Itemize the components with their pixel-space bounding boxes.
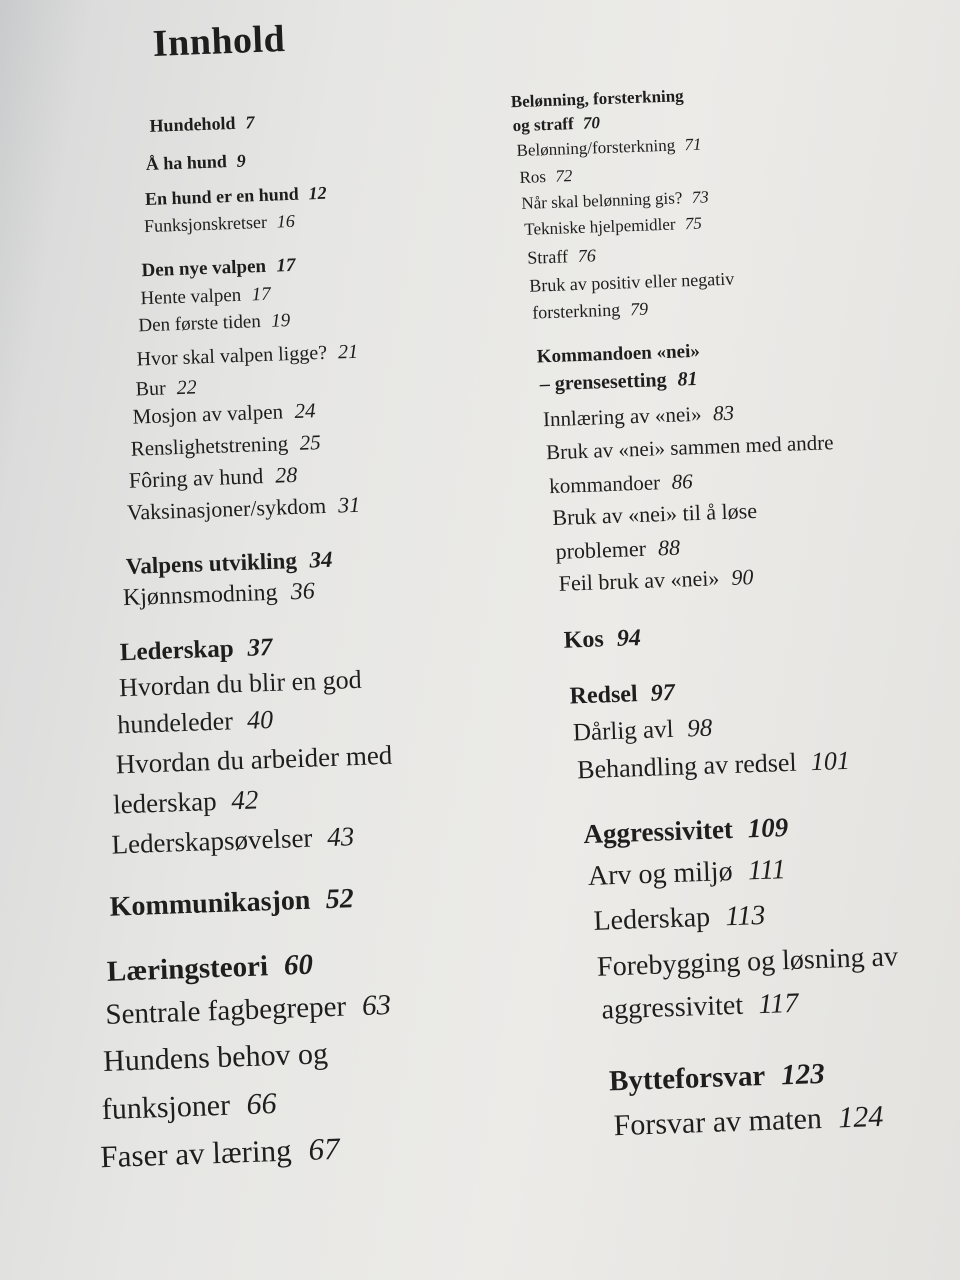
toc-entry-title: Forebygging og løsning av: [596, 941, 899, 983]
toc-entry-title: Lederskap: [119, 635, 235, 667]
toc-right-entry: [555, 534, 681, 564]
toc-entry-page-number: 86: [671, 469, 693, 494]
toc-right-entry: [549, 471, 693, 497]
toc-right-entry: [601, 987, 799, 1026]
toc-right-entry: [524, 215, 702, 238]
toc-left-entry: [126, 491, 361, 525]
toc-entry-title: Funksjonskretser: [143, 211, 268, 237]
toc-left-entry: [116, 704, 274, 740]
toc-right-entry: [529, 270, 734, 295]
toc-entry-title: Behandling av redsel: [576, 747, 798, 785]
toc-entry-page-number: 113: [724, 899, 766, 933]
toc-entry-title: Tekniske hjelpemidler: [523, 214, 676, 239]
toc-right-entry: [516, 136, 701, 159]
toc-entry-title: forsterkning: [531, 299, 621, 323]
toc-entry-page-number: 72: [554, 166, 573, 186]
toc-left-entry: [104, 988, 392, 1031]
toc-entry-title: En hund er en hund: [144, 183, 300, 210]
toc-entry-title: Belønning, forsterkning: [510, 86, 684, 112]
toc-entry-title: Dårlig avl: [572, 715, 675, 747]
toc-entry-page-number: 12: [308, 182, 327, 204]
toc-entry-page-number: 52: [325, 883, 355, 916]
toc-entry-page-number: 75: [684, 213, 703, 234]
toc-entry-title: Læringsteori: [106, 950, 269, 988]
toc-right-entry: [519, 167, 572, 186]
toc-entry-title: Kommandoen «nei»: [536, 340, 701, 368]
toc-entry-page-number: 63: [361, 988, 392, 1022]
toc-entry-page-number: 81: [677, 367, 698, 391]
toc-left-entry: [144, 212, 295, 235]
toc-left-entry: [128, 461, 298, 493]
toc-left-entry: [109, 885, 354, 922]
toc-entry-title: kommandoer: [548, 470, 661, 499]
toc-entry-page-number: 88: [657, 534, 681, 561]
toc-left-entry: [145, 152, 246, 173]
toc-entry-title: Den første tiden: [138, 311, 262, 337]
toc-entry-title: Hente valpen: [140, 284, 242, 310]
toc-entry-title: Sentrale fagbegreper: [104, 990, 347, 1031]
toc-entry-title: Aggressivitet: [582, 813, 734, 850]
toc-entry-title: Feil bruk av «nei»: [558, 565, 720, 596]
toc-entry-page-number: 101: [810, 745, 851, 777]
toc-right-entry: [608, 1057, 826, 1098]
toc-right-entry: [546, 432, 834, 463]
toc-left-entry: [103, 1039, 329, 1077]
toc-left-entry: [149, 113, 255, 135]
toc-right-entry: [512, 114, 600, 134]
toc-entry-page-number: 60: [283, 948, 314, 982]
toc-entry-page-number: 25: [299, 430, 322, 455]
toc-entry-title: Hvordan du arbeider med: [115, 739, 393, 780]
toc-entry-page-number: 16: [276, 210, 296, 232]
toc-entry-page-number: 43: [326, 821, 355, 853]
toc-left-entry: [138, 311, 290, 335]
toc-entry-title: lederskap: [112, 785, 218, 820]
toc-right-entry: [592, 899, 766, 937]
toc-right-entry: [536, 342, 700, 367]
toc-entry-title: Hvor skal valpen ligge?: [136, 341, 328, 371]
toc-entry-title: Bytteforsvar: [608, 1059, 766, 1098]
toc-entry-title: Renslighetstrening: [130, 431, 289, 461]
toc-left-entry: [118, 664, 363, 703]
toc-left-entry: [113, 786, 259, 818]
toc-entry-title: Kommunikasjon: [109, 884, 311, 923]
toc-entry-title: Bur: [135, 377, 167, 401]
toc-left-entry: [99, 1130, 341, 1175]
toc-right-entry: [542, 400, 735, 432]
toc-right-entry: [576, 745, 851, 785]
toc-entry-title: funksjoner: [101, 1088, 231, 1127]
toc-right-entry: [613, 1099, 884, 1143]
toc-entry-title: Straff: [526, 246, 569, 268]
toc-entry-page-number: 17: [251, 283, 272, 306]
toc-entry-title: – grensesetting: [539, 368, 667, 396]
toc-entry-title: Bruk av «nei» sammen med andre: [545, 430, 834, 465]
toc-right-entry: [558, 566, 753, 595]
toc-left-entry: [135, 377, 197, 399]
toc-entry-title: Hvordan du blir en god: [118, 664, 363, 703]
toc-right-entry: [587, 856, 786, 891]
toc-entry-page-number: 36: [290, 578, 316, 606]
toc-entry-page-number: 28: [274, 461, 298, 488]
toc-entry-title: problemer: [555, 535, 647, 564]
toc-entry-page-number: 42: [230, 784, 259, 816]
toc-entry-page-number: 73: [691, 187, 709, 207]
toc-entry-title: Vaksinasjoner/sykdom: [126, 492, 327, 525]
toc-entry-page-number: 124: [837, 1099, 884, 1135]
toc-left-entry: [106, 948, 314, 988]
toc-right-entry: [551, 497, 758, 531]
toc-entry-title: Fôring av hund: [128, 463, 264, 493]
toc-right-entry: [597, 943, 899, 981]
toc-entry-title: Forsvar av maten: [613, 1102, 823, 1143]
toc-right-entry: [563, 626, 641, 653]
toc-entry-title: Belønning/forsterkning: [516, 135, 676, 161]
toc-entry-page-number: 111: [747, 854, 787, 887]
toc-left-entry: [145, 184, 327, 208]
toc-entry-page-number: 21: [337, 340, 359, 364]
toc-entry-page-number: 97: [650, 679, 676, 707]
toc-entry-title: Bruk av «nei» til å løse: [551, 497, 758, 531]
toc-left-entry: [101, 1089, 277, 1125]
toc-left-entry: [136, 342, 358, 370]
toc-left-entry: [140, 285, 271, 309]
toc-entry-page-number: 67: [307, 1130, 341, 1167]
toc-entry-page-number: 7: [245, 112, 255, 133]
toc-left-entry: [115, 739, 393, 780]
toc-right-entry: [583, 814, 789, 848]
toc-entry-title: Når skal belønning gis?: [521, 188, 683, 213]
toc-entry-title: Lederskapsøvelser: [111, 822, 313, 860]
toc-entry-page-number: 109: [747, 812, 789, 844]
toc-entry-page-number: 40: [246, 704, 274, 735]
toc-right-entry: [527, 246, 596, 266]
toc-entry-page-number: 123: [780, 1057, 826, 1092]
toc-left-entry: [119, 635, 272, 665]
toc-entry-page-number: 98: [686, 714, 713, 743]
toc-entry-page-number: 71: [684, 134, 702, 155]
toc-entry-title: Kjønnsmodning: [122, 579, 278, 612]
toc-left-entry: [130, 432, 321, 460]
toc-entry-title: Faser av læring: [99, 1132, 293, 1175]
toc-left-entry: [141, 256, 296, 280]
toc-right-entry: [569, 681, 675, 709]
toc-entry-title: Den nye valpen: [141, 255, 267, 282]
toc-entry-page-number: 37: [246, 633, 273, 662]
toc-entry-title: Ros: [519, 167, 547, 187]
toc-entry-page-number: 9: [236, 150, 247, 171]
toc-entry-title: Lederskap: [592, 901, 711, 937]
toc-entry-title: hundeleder: [116, 706, 234, 740]
toc-entry-title: Hundehold: [149, 112, 236, 136]
toc-entry-page-number: 94: [616, 625, 642, 652]
toc-right-entry: [532, 300, 648, 322]
toc-entry-page-number: 83: [712, 400, 735, 426]
toc-entry-title: Valpens utvikling: [125, 547, 298, 579]
toc-left-entry: [123, 579, 316, 610]
toc-entry-title: Redsel: [569, 681, 639, 710]
toc-entry-page-number: 24: [294, 398, 316, 423]
toc-entry-page-number: 66: [245, 1087, 278, 1122]
toc-entry-page-number: 34: [309, 546, 333, 573]
toc-entry-title: Mosjon av valpen: [132, 399, 284, 429]
toc-left-entry: [125, 548, 332, 578]
toc-entry-page-number: 76: [577, 245, 597, 266]
toc-entry-title: aggressivitet: [601, 989, 744, 1026]
toc-entry-page-number: 79: [629, 298, 649, 320]
toc-entry-title: Bruk av positiv eller negativ: [528, 268, 735, 296]
toc-entry-page-number: 70: [582, 113, 601, 133]
toc-entry-title: Å ha hund: [145, 151, 228, 175]
toc-left-entry: [132, 400, 316, 427]
toc-entry-page-number: 17: [276, 254, 296, 277]
page-title: Innhold: [152, 17, 286, 65]
toc-entry-title: Innlæring av «nei»: [542, 401, 702, 432]
toc-entry-page-number: 90: [730, 564, 754, 590]
toc-entry-page-number: 117: [757, 987, 799, 1021]
toc-right-entry: [539, 369, 697, 394]
toc-entry-title: Arv og miljø: [587, 855, 734, 893]
toc-entry-title: Kos: [563, 626, 605, 654]
toc-entry-page-number: 22: [176, 376, 198, 400]
toc-entry-title: Hundens behov og: [102, 1037, 329, 1079]
toc-entry-title: og straff: [512, 114, 574, 136]
toc-entry-page-number: 31: [337, 491, 361, 518]
toc-entry-page-number: 19: [270, 310, 291, 332]
toc-left-entry: [111, 823, 355, 858]
toc-right-entry: [572, 716, 712, 746]
toc-right-entry: [511, 87, 684, 110]
toc-right-entry: [521, 188, 709, 212]
